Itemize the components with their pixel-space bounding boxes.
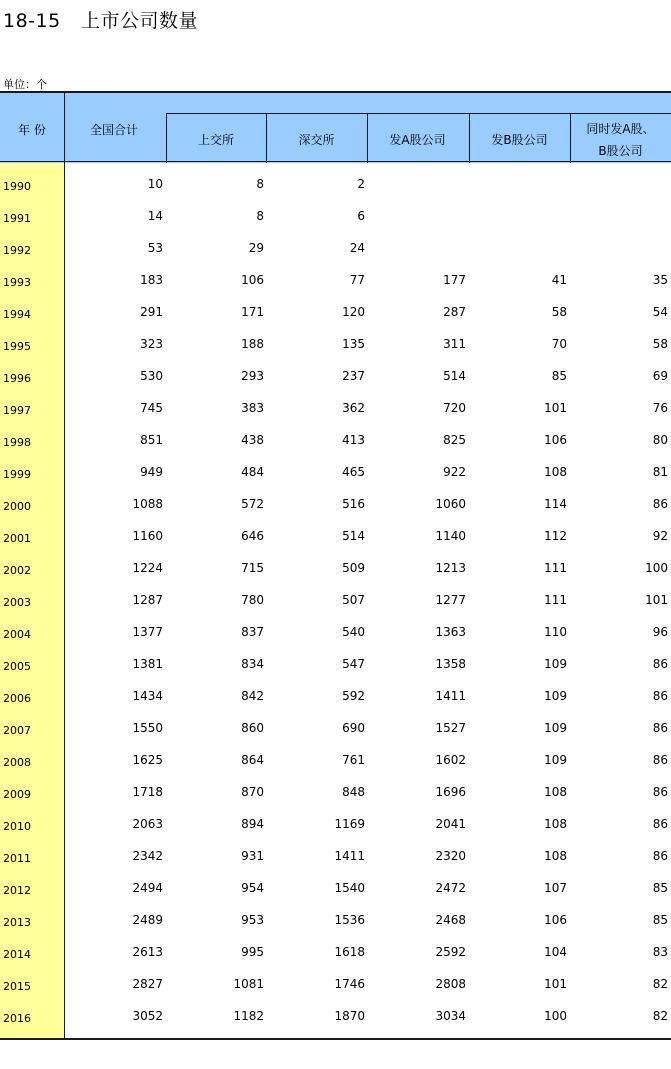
cell-szse: 540 bbox=[342, 625, 365, 639]
table-row bbox=[0, 323, 671, 355]
table-row bbox=[0, 163, 671, 195]
cell-total: 10 bbox=[147, 177, 163, 191]
table-row bbox=[0, 835, 671, 867]
cell-year: 2005 bbox=[3, 660, 31, 673]
cell-a: 2041 bbox=[435, 817, 466, 831]
table-header bbox=[0, 91, 671, 163]
cell-sse: 953 bbox=[241, 913, 264, 927]
cell-szse: 120 bbox=[342, 305, 365, 319]
data-table bbox=[0, 91, 671, 1025]
cell-total: 1625 bbox=[132, 753, 163, 767]
cell-b: 110 bbox=[544, 625, 567, 639]
cell-total: 53 bbox=[147, 241, 163, 255]
cell-szse: 547 bbox=[342, 657, 365, 671]
cell-year: 1990 bbox=[3, 180, 31, 193]
table-row bbox=[0, 611, 671, 643]
cell-year: 1997 bbox=[3, 404, 31, 417]
cell-b: 109 bbox=[544, 657, 567, 671]
cell-sse: 8 bbox=[256, 177, 264, 191]
cell-total: 1160 bbox=[132, 529, 163, 543]
cell-szse: 1618 bbox=[334, 945, 365, 959]
header-ab-line1: 同时发A股、 bbox=[586, 122, 655, 136]
cell-a: 3034 bbox=[435, 1009, 466, 1023]
table-row bbox=[0, 483, 671, 515]
cell-b: 109 bbox=[544, 753, 567, 767]
table-number: 18-15 bbox=[3, 10, 61, 32]
cell-a: 311 bbox=[443, 337, 466, 351]
cell-ab: 85 bbox=[652, 913, 668, 927]
cell-ab: 80 bbox=[652, 433, 668, 447]
cell-year: 2008 bbox=[3, 756, 31, 769]
cell-ab: 101 bbox=[645, 593, 668, 607]
header-divider bbox=[570, 113, 571, 163]
cell-b: 106 bbox=[544, 433, 567, 447]
cell-total: 2827 bbox=[132, 977, 163, 991]
cell-b: 108 bbox=[544, 465, 567, 479]
cell-sse: 870 bbox=[241, 785, 264, 799]
cell-year: 1994 bbox=[3, 308, 31, 321]
cell-year: 2007 bbox=[3, 724, 31, 737]
cell-a: 287 bbox=[443, 305, 466, 319]
cell-year: 2006 bbox=[3, 692, 31, 705]
cell-b: 108 bbox=[544, 817, 567, 831]
cell-year: 1993 bbox=[3, 276, 31, 289]
cell-total: 2613 bbox=[132, 945, 163, 959]
table-title: 上市公司数量 bbox=[81, 10, 199, 32]
cell-ab: 82 bbox=[652, 1009, 668, 1023]
cell-ab: 86 bbox=[652, 849, 668, 863]
cell-ab: 35 bbox=[652, 273, 668, 287]
cell-sse: 954 bbox=[241, 881, 264, 895]
cell-total: 1088 bbox=[132, 497, 163, 511]
cell-ab: 85 bbox=[652, 881, 668, 895]
cell-szse: 509 bbox=[342, 561, 365, 575]
cell-sse: 106 bbox=[241, 273, 264, 287]
cell-year: 1991 bbox=[3, 212, 31, 225]
cell-szse: 1411 bbox=[334, 849, 365, 863]
cell-a: 922 bbox=[443, 465, 466, 479]
cell-year: 2002 bbox=[3, 564, 31, 577]
cell-total: 851 bbox=[140, 433, 163, 447]
cell-sse: 860 bbox=[241, 721, 264, 735]
cell-ab: 86 bbox=[652, 785, 668, 799]
cell-ab: 81 bbox=[652, 465, 668, 479]
table-row bbox=[0, 995, 671, 1027]
cell-a: 1060 bbox=[435, 497, 466, 511]
table-row bbox=[0, 227, 671, 259]
cell-ab: 54 bbox=[652, 305, 668, 319]
cell-sse: 834 bbox=[241, 657, 264, 671]
cell-a: 2472 bbox=[435, 881, 466, 895]
cell-total: 745 bbox=[140, 401, 163, 415]
cell-szse: 1169 bbox=[334, 817, 365, 831]
cell-szse: 362 bbox=[342, 401, 365, 415]
cell-sse: 8 bbox=[256, 209, 264, 223]
cell-szse: 1746 bbox=[334, 977, 365, 991]
cell-a: 1363 bbox=[435, 625, 466, 639]
cell-b: 106 bbox=[544, 913, 567, 927]
cell-a: 514 bbox=[443, 369, 466, 383]
cell-b: 70 bbox=[551, 337, 567, 351]
cell-szse: 514 bbox=[342, 529, 365, 543]
cell-sse: 780 bbox=[241, 593, 264, 607]
table-row bbox=[0, 451, 671, 483]
cell-sse: 715 bbox=[241, 561, 264, 575]
cell-szse: 77 bbox=[349, 273, 365, 287]
cell-sse: 894 bbox=[241, 817, 264, 831]
cell-ab: 86 bbox=[652, 689, 668, 703]
cell-szse: 848 bbox=[342, 785, 365, 799]
cell-year: 1999 bbox=[3, 468, 31, 481]
cell-year: 2014 bbox=[3, 948, 31, 961]
table-row bbox=[0, 867, 671, 899]
cell-b: 101 bbox=[544, 977, 567, 991]
cell-a: 177 bbox=[443, 273, 466, 287]
header-divider bbox=[367, 113, 368, 163]
cell-b: 108 bbox=[544, 785, 567, 799]
cell-szse: 1540 bbox=[334, 881, 365, 895]
cell-total: 1718 bbox=[132, 785, 163, 799]
cell-sse: 931 bbox=[241, 849, 264, 863]
table-row bbox=[0, 707, 671, 739]
header-bottom-line bbox=[0, 161, 671, 162]
cell-year: 2015 bbox=[3, 980, 31, 993]
cell-ab: 69 bbox=[652, 369, 668, 383]
cell-szse: 592 bbox=[342, 689, 365, 703]
cell-total: 1381 bbox=[132, 657, 163, 671]
cell-ab: 83 bbox=[652, 945, 668, 959]
header-szse: 深交所 bbox=[298, 133, 335, 147]
cell-total: 949 bbox=[140, 465, 163, 479]
cell-total: 14 bbox=[147, 209, 163, 223]
cell-year: 2000 bbox=[3, 500, 31, 513]
cell-year: 1996 bbox=[3, 372, 31, 385]
cell-year: 1992 bbox=[3, 244, 31, 257]
cell-szse: 1870 bbox=[334, 1009, 365, 1023]
cell-year: 2013 bbox=[3, 916, 31, 929]
header-divider bbox=[166, 113, 167, 163]
cell-ab: 86 bbox=[652, 753, 668, 767]
cell-total: 1434 bbox=[132, 689, 163, 703]
table-row bbox=[0, 579, 671, 611]
cell-a: 2592 bbox=[435, 945, 466, 959]
cell-a: 1358 bbox=[435, 657, 466, 671]
header-a-share: 发A股公司 bbox=[389, 133, 446, 147]
table-row bbox=[0, 291, 671, 323]
cell-a: 1140 bbox=[435, 529, 466, 543]
cell-a: 2468 bbox=[435, 913, 466, 927]
cell-sse: 1182 bbox=[233, 1009, 264, 1023]
cell-b: 41 bbox=[551, 273, 567, 287]
cell-sse: 438 bbox=[241, 433, 264, 447]
header-divider bbox=[64, 93, 65, 163]
table-row bbox=[0, 739, 671, 771]
cell-b: 58 bbox=[551, 305, 567, 319]
cell-a: 720 bbox=[443, 401, 466, 415]
cell-year: 2011 bbox=[3, 852, 31, 865]
cell-b: 108 bbox=[544, 849, 567, 863]
header-divider bbox=[266, 113, 267, 163]
cell-b: 109 bbox=[544, 721, 567, 735]
cell-sse: 842 bbox=[241, 689, 264, 703]
cell-sse: 484 bbox=[241, 465, 264, 479]
cell-szse: 690 bbox=[342, 721, 365, 735]
cell-total: 2342 bbox=[132, 849, 163, 863]
table-row bbox=[0, 547, 671, 579]
cell-year: 2016 bbox=[3, 1012, 31, 1025]
cell-total: 183 bbox=[140, 273, 163, 287]
cell-year: 2004 bbox=[3, 628, 31, 641]
cell-total: 1287 bbox=[132, 593, 163, 607]
cell-ab: 96 bbox=[652, 625, 668, 639]
cell-a: 1411 bbox=[435, 689, 466, 703]
unit-label: 单位：个 bbox=[3, 78, 47, 91]
cell-sse: 837 bbox=[241, 625, 264, 639]
cell-szse: 516 bbox=[342, 497, 365, 511]
cell-b: 114 bbox=[544, 497, 567, 511]
cell-sse: 293 bbox=[241, 369, 264, 383]
cell-szse: 2 bbox=[357, 177, 365, 191]
cell-sse: 995 bbox=[241, 945, 264, 959]
cell-szse: 507 bbox=[342, 593, 365, 607]
cell-total: 3052 bbox=[132, 1009, 163, 1023]
cell-ab: 86 bbox=[652, 657, 668, 671]
table-row bbox=[0, 355, 671, 387]
table-row bbox=[0, 419, 671, 451]
cell-ab: 76 bbox=[652, 401, 668, 415]
cell-a: 2808 bbox=[435, 977, 466, 991]
cell-sse: 188 bbox=[241, 337, 264, 351]
table-row bbox=[0, 643, 671, 675]
cell-szse: 6 bbox=[357, 209, 365, 223]
cell-a: 825 bbox=[443, 433, 466, 447]
cell-ab: 58 bbox=[652, 337, 668, 351]
cell-szse: 24 bbox=[349, 241, 365, 255]
cell-total: 2063 bbox=[132, 817, 163, 831]
table-row bbox=[0, 675, 671, 707]
table-row bbox=[0, 899, 671, 931]
cell-total: 1550 bbox=[132, 721, 163, 735]
cell-sse: 864 bbox=[241, 753, 264, 767]
cell-ab: 86 bbox=[652, 817, 668, 831]
table-row bbox=[0, 387, 671, 419]
cell-szse: 413 bbox=[342, 433, 365, 447]
header-divider bbox=[469, 113, 470, 163]
cell-year: 2010 bbox=[3, 820, 31, 833]
cell-ab: 100 bbox=[645, 561, 668, 575]
cell-a: 1527 bbox=[435, 721, 466, 735]
table-row bbox=[0, 515, 671, 547]
header-ab-line2: B股公司 bbox=[598, 144, 643, 158]
cell-szse: 465 bbox=[342, 465, 365, 479]
header-sse: 上交所 bbox=[197, 133, 234, 147]
cell-b: 107 bbox=[544, 881, 567, 895]
cell-b: 104 bbox=[544, 945, 567, 959]
cell-szse: 237 bbox=[342, 369, 365, 383]
cell-b: 109 bbox=[544, 689, 567, 703]
cell-year: 1995 bbox=[3, 340, 31, 353]
table-row bbox=[0, 195, 671, 227]
table-row bbox=[0, 803, 671, 835]
cell-total: 1377 bbox=[132, 625, 163, 639]
cell-sse: 646 bbox=[241, 529, 264, 543]
cell-ab: 82 bbox=[652, 977, 668, 991]
cell-b: 112 bbox=[544, 529, 567, 543]
cell-year: 2001 bbox=[3, 532, 31, 545]
cell-total: 2494 bbox=[132, 881, 163, 895]
cell-b: 111 bbox=[544, 593, 567, 607]
cell-a: 1277 bbox=[435, 593, 466, 607]
table-row bbox=[0, 931, 671, 963]
cell-year: 2003 bbox=[3, 596, 31, 609]
cell-sse: 572 bbox=[241, 497, 264, 511]
header-year: 年 份 bbox=[18, 123, 46, 137]
table-row bbox=[0, 963, 671, 995]
cell-sse: 171 bbox=[241, 305, 264, 319]
cell-a: 2320 bbox=[435, 849, 466, 863]
table-row bbox=[0, 259, 671, 291]
cell-b: 100 bbox=[544, 1009, 567, 1023]
cell-b: 111 bbox=[544, 561, 567, 575]
cell-total: 323 bbox=[140, 337, 163, 351]
cell-szse: 761 bbox=[342, 753, 365, 767]
header-ab-share bbox=[570, 118, 671, 162]
cell-a: 1213 bbox=[435, 561, 466, 575]
table-row bbox=[0, 771, 671, 803]
cell-szse: 135 bbox=[342, 337, 365, 351]
cell-year: 1998 bbox=[3, 436, 31, 449]
cell-sse: 1081 bbox=[233, 977, 264, 991]
cell-total: 1224 bbox=[132, 561, 163, 575]
cell-year: 2012 bbox=[3, 884, 31, 897]
page-title bbox=[3, 6, 198, 33]
cell-szse: 1536 bbox=[334, 913, 365, 927]
table-bottom-border bbox=[0, 1038, 671, 1040]
cell-total: 2489 bbox=[132, 913, 163, 927]
cell-ab: 86 bbox=[652, 497, 668, 511]
header-subline bbox=[166, 113, 671, 114]
header-total: 全国合计 bbox=[89, 123, 138, 137]
cell-sse: 383 bbox=[241, 401, 264, 415]
header-b-share: 发B股公司 bbox=[491, 133, 548, 147]
cell-year: 2009 bbox=[3, 788, 31, 801]
cell-ab: 86 bbox=[652, 721, 668, 735]
cell-b: 85 bbox=[551, 369, 567, 383]
cell-a: 1696 bbox=[435, 785, 466, 799]
cell-ab: 92 bbox=[652, 529, 668, 543]
cell-total: 530 bbox=[140, 369, 163, 383]
cell-a: 1602 bbox=[435, 753, 466, 767]
cell-sse: 29 bbox=[248, 241, 264, 255]
cell-b: 101 bbox=[544, 401, 567, 415]
cell-total: 291 bbox=[140, 305, 163, 319]
